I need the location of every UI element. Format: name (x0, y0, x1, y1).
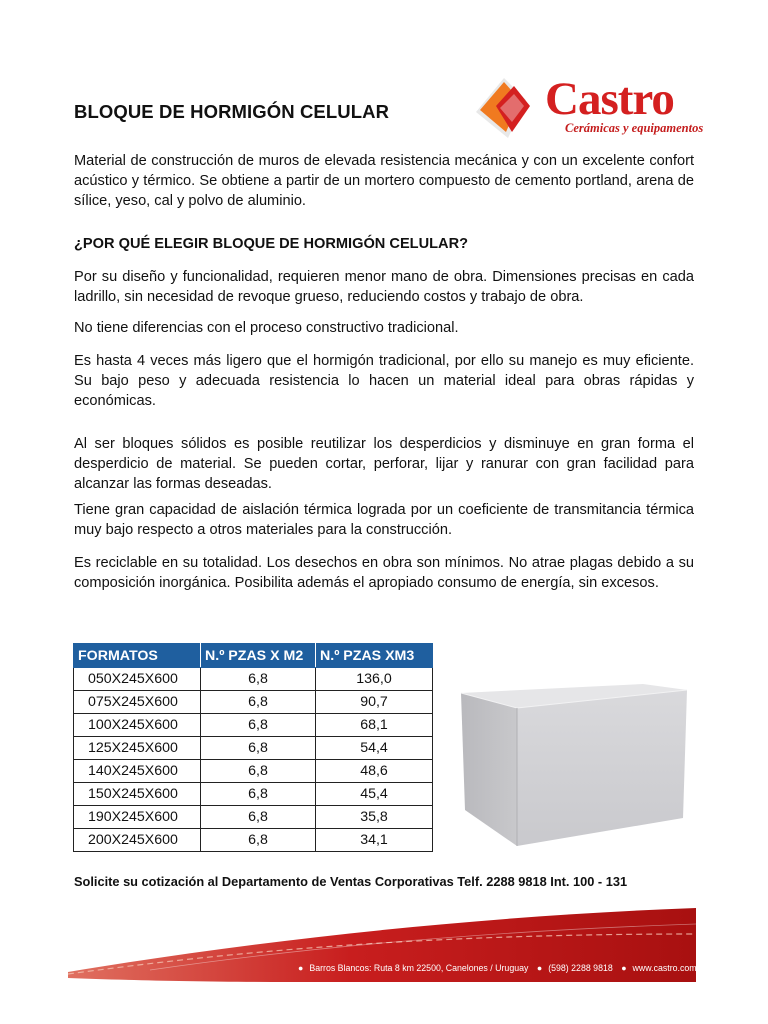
table-row (74, 829, 433, 852)
cell-pzas-m2: 6,8 (201, 691, 316, 714)
cell-pzas-m2: 6,8 (201, 737, 316, 760)
phone-icon: ● (536, 963, 543, 973)
benefit-paragraph: Al ser bloques sólidos es posible reutilizar los desperdicios y disminuye en gran forma el desperdicio de material. Se pueden cortar, perforar, lijar y ranurar con gran facilidad para alcanzar las formas deseadas. (74, 436, 694, 492)
table-row (74, 737, 433, 760)
contact-line: Solicite su cotización al Departamento de Ventas Corporativas Telf. 2288 9818 Int. 100 - 131 (74, 874, 628, 889)
cell-format: 125X245X600 (74, 737, 201, 760)
footer-phone: (598) 2288 9818 (548, 963, 613, 973)
cell-format: 200X245X600 (74, 829, 201, 852)
table-row (74, 783, 433, 806)
location-icon: ● (298, 963, 304, 973)
page-title: BLOQUE DE HORMIGÓN CELULAR (74, 101, 390, 122)
column-header-pzas-m2: N.º PZAS X M2 (201, 644, 316, 668)
cell-format: 190X245X600 (74, 806, 201, 829)
benefit-paragraph: Por su diseño y funcionalidad, requieren menor mano de obra. Dimensiones precisas en cada ladrillo, sin necesidad de revoque grueso, reduciendo costos y trabajo de obra. (74, 269, 694, 305)
concrete-block-image (455, 668, 700, 858)
why-heading: ¿POR QUÉ ELEGIR BLOQUE DE HORMIGÓN CELULAR? (74, 236, 469, 252)
benefit-paragraph: No tiene diferencias con el proceso constructivo tradicional. (74, 320, 459, 336)
cell-pzas-m2: 6,8 (201, 714, 316, 737)
cell-format: 140X245X600 (74, 760, 201, 783)
cell-pzas-m2: 6,8 (201, 760, 316, 783)
web-icon: ● (621, 963, 627, 973)
column-header-formatos: FORMATOS (74, 644, 201, 668)
logo-tagline: Cerámicas y equipamentos (565, 121, 704, 135)
cell-pzas-m3: 48,6 (316, 760, 433, 783)
cell-pzas-m3: 90,7 (316, 691, 433, 714)
cell-format: 075X245X600 (74, 691, 201, 714)
cell-pzas-m2: 6,8 (201, 829, 316, 852)
cell-format: 150X245X600 (74, 783, 201, 806)
column-header-pzas-m3: N.º PZAS XM3 (316, 644, 433, 668)
logo-wordmark: Castro (545, 73, 674, 125)
formats-table (73, 643, 433, 852)
table-header-row (74, 644, 433, 668)
benefit-paragraph: Es hasta 4 veces más ligero que el hormigón tradicional, por ello su manejo es muy eficiente. Su bajo peso y adecuada resistencia lo hacen un material ideal para obras rápidas y económicas. (74, 353, 694, 409)
benefit-paragraph: Es reciclable en su totalidad. Los desechos en obra son mínimos. No atrae plagas debido a su composición inorgánica. Posibilita además el apropiado consumo de energía, sin excesos. (74, 555, 694, 591)
table-row (74, 760, 433, 783)
cell-pzas-m2: 6,8 (201, 783, 316, 806)
footer-info (298, 963, 714, 973)
cell-pzas-m3: 136,0 (316, 668, 433, 691)
cell-pzas-m3: 54,4 (316, 737, 433, 760)
cell-format: 100X245X600 (74, 714, 201, 737)
cell-pzas-m2: 6,8 (201, 668, 316, 691)
table-row (74, 668, 433, 691)
footer-address: Barros Blancos: Ruta 8 km 22500, Canelones / Uruguay (309, 963, 529, 973)
cell-pzas-m3: 35,8 (316, 806, 433, 829)
cell-pzas-m3: 68,1 (316, 714, 433, 737)
cell-pzas-m3: 45,4 (316, 783, 433, 806)
footer-web: www.castro.com.uy (632, 963, 709, 973)
footer-band (0, 900, 768, 1024)
benefit-paragraph: Tiene gran capacidad de aislación térmica lograda por un coeficiente de transmitancia térmica muy bajo respecto a otros materiales para la construcción. (74, 502, 694, 538)
cell-format: 050X245X600 (74, 668, 201, 691)
intro-paragraph: Material de construcción de muros de elevada resistencia mecánica y con un excelente confort acústico y térmico. Se obtiene a partir de un mortero compuesto de cemento portland, arena de sílice, yeso, cal y polvo de aluminio. (74, 153, 694, 209)
cell-pzas-m3: 34,1 (316, 829, 433, 852)
table-row (74, 806, 433, 829)
table-row (74, 714, 433, 737)
table-row (74, 691, 433, 714)
cell-pzas-m2: 6,8 (201, 806, 316, 829)
